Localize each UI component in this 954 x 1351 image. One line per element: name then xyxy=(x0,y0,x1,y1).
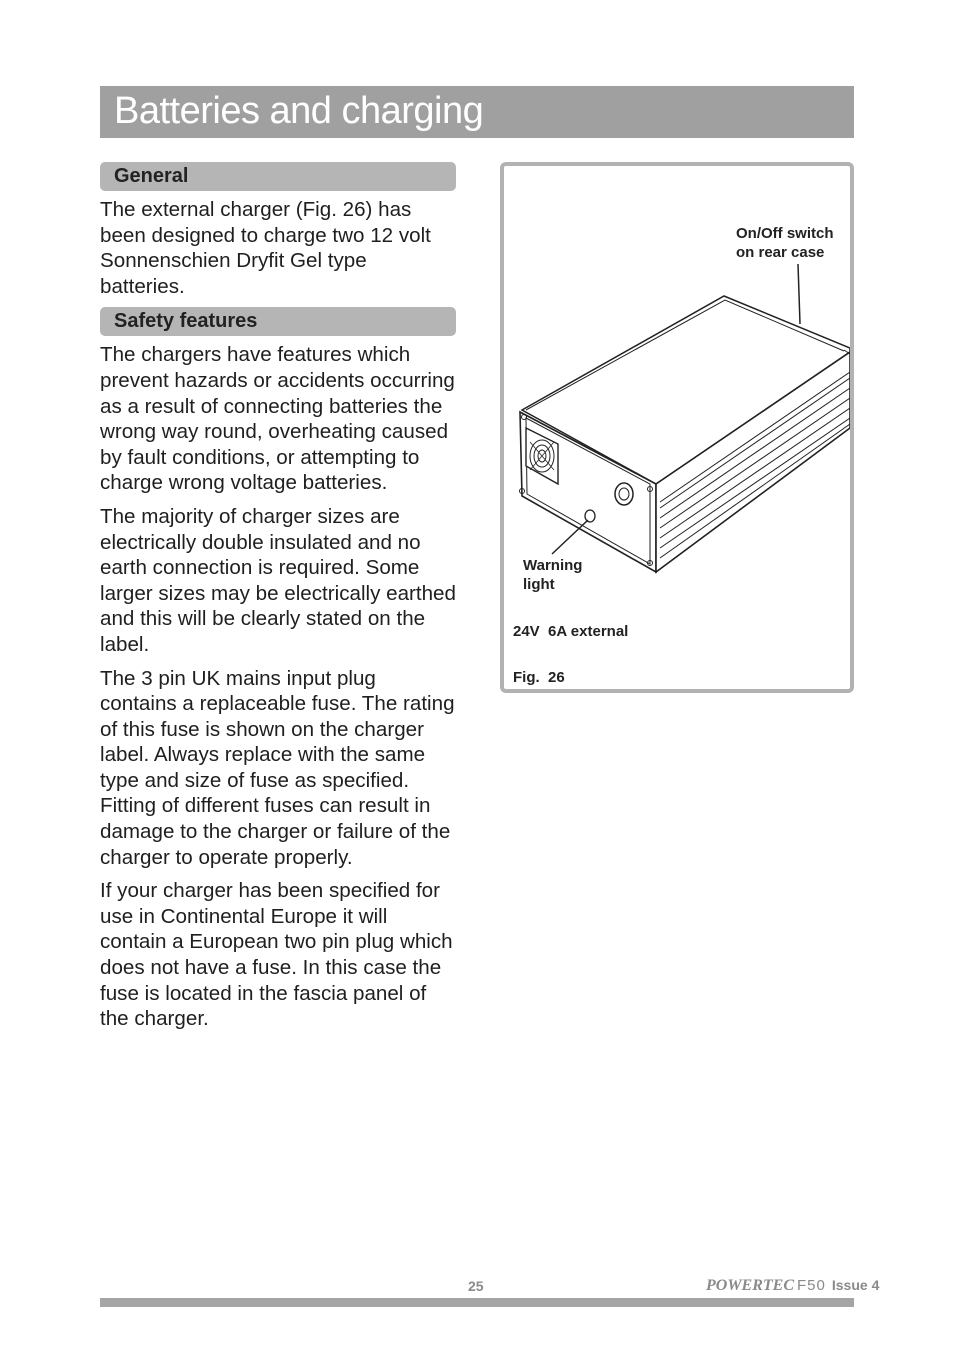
figure-caption: Fig. 26 xyxy=(513,669,565,686)
figure-26-box xyxy=(500,162,854,693)
safety-paragraph-4: If your charger has been specified for use in Continental Europe it will contain a European two pin plug which does not have a fuse. In this case the fuse is located in the fascia panel of the charger. xyxy=(100,879,453,1031)
section-heading-general: General xyxy=(100,162,456,191)
safety-paragraph-2: The majority of charger sizes are electrically double insulated and no earth connection is required. Some larger sizes may be electrically earthed and this will be clearly stated on the label. xyxy=(100,504,456,656)
safety-paragraph-3: The 3 pin UK mains input plug contains a replaceable fuse. The rating of this fuse is shown on the charger label. Always replace with the same type and size of fuse as specified. Fitting of different fuses can result in damage to the charger or failure of the charger to operate properly. xyxy=(100,666,455,869)
issue-label: Issue 4 xyxy=(831,1277,880,1293)
general-paragraph: The external charger (Fig. 26) has been designed to charge two 12 volt Sonnenschien Dryfit Gel type batteries. xyxy=(100,198,431,298)
brand-mark xyxy=(706,1277,879,1295)
footer-bar xyxy=(100,1298,854,1307)
section-heading-safety: Safety features xyxy=(100,307,456,336)
brand-logo: POWERTEC xyxy=(706,1277,795,1294)
page-title-bar xyxy=(100,86,854,138)
model-name: F50 xyxy=(797,1277,826,1294)
switch-label-line1: On/Off switch xyxy=(736,225,834,242)
page-number: 25 xyxy=(468,1278,484,1294)
charger-illustration xyxy=(504,166,850,689)
text-column xyxy=(100,162,456,1040)
model-label: 24V 6A external xyxy=(513,623,629,640)
warning-label-line2: light xyxy=(523,576,555,593)
output-socket-icon xyxy=(615,483,633,505)
warning-label-line1: Warning xyxy=(523,557,583,574)
warning-light-icon xyxy=(585,510,595,522)
safety-paragraph-1: The chargers have features which prevent hazards or accidents occurring as a result of connecting batteries the wrong way round, overheating caused by fault conditions, or attempting to charge wrong voltage batteries. xyxy=(100,343,455,495)
switch-label-line2: on rear case xyxy=(736,244,825,261)
page-title: Batteries and charging xyxy=(114,90,484,132)
